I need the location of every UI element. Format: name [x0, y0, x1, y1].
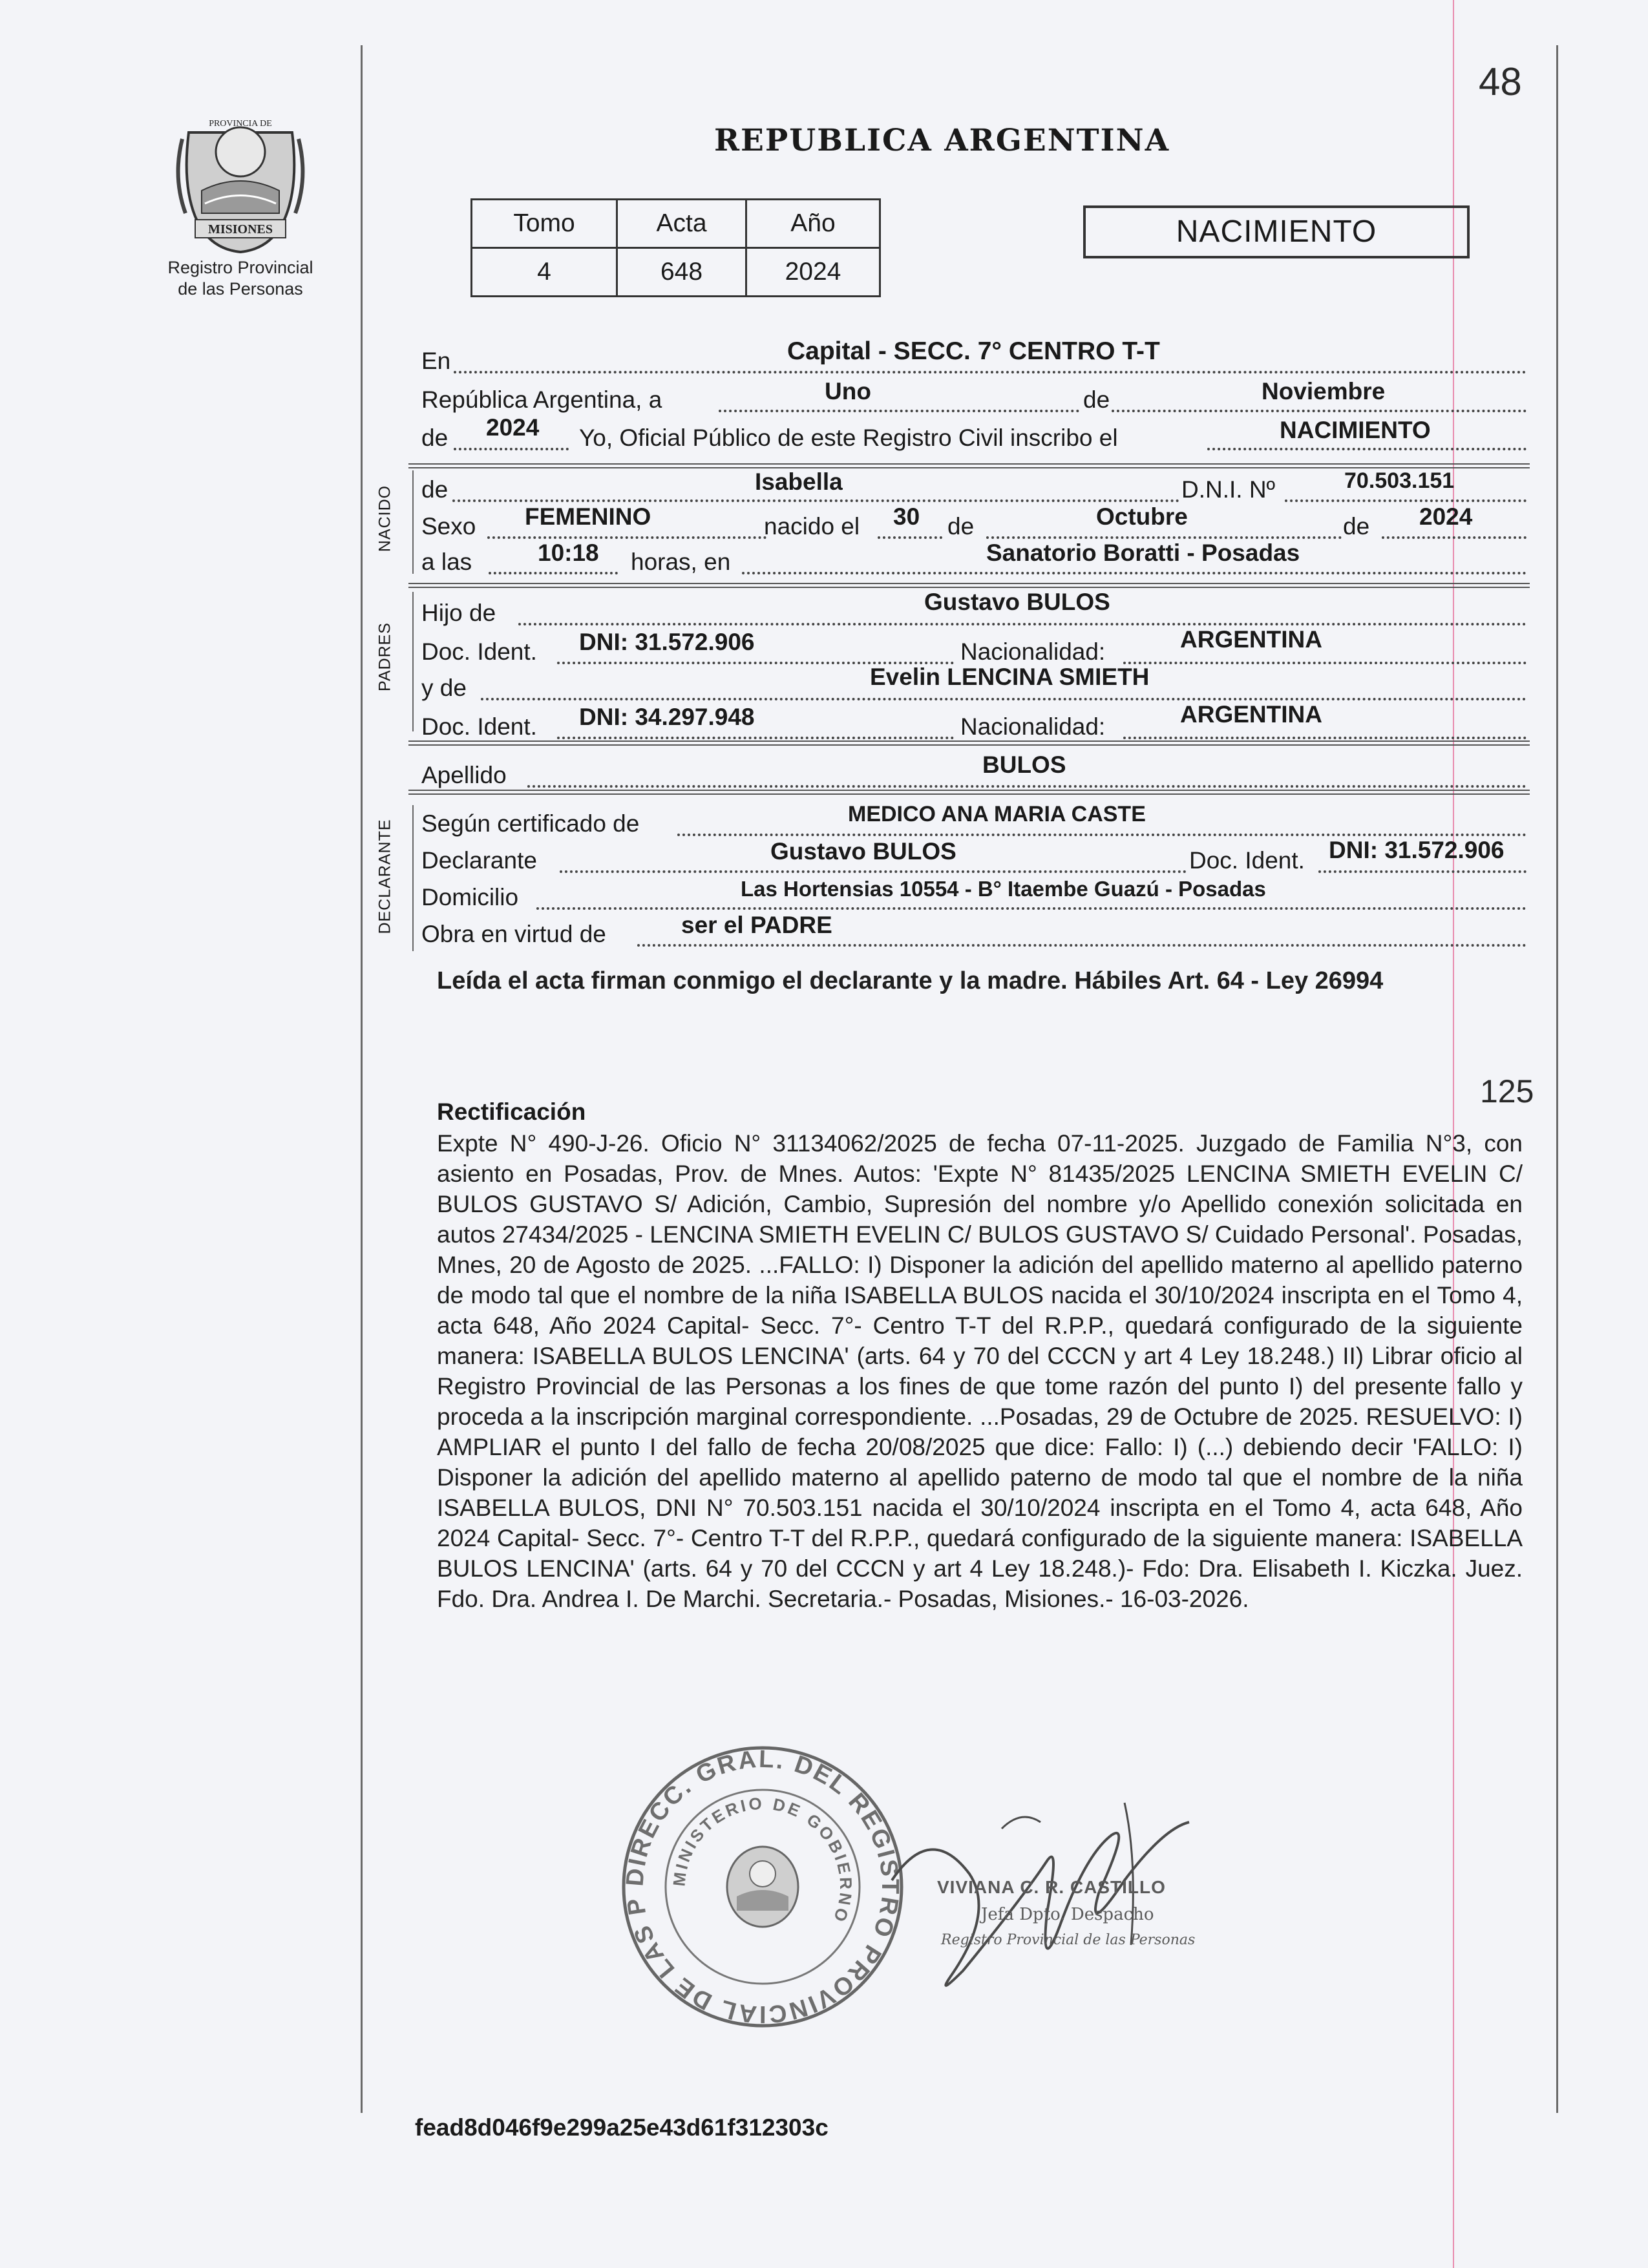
value-lugar: Capital - SECC. 7° CENTRO T-T	[787, 337, 1160, 365]
dotted-line	[1123, 662, 1527, 664]
table-header-acta: Acta	[617, 200, 746, 248]
registry-label-line1: Registro Provincial	[167, 258, 313, 277]
section-bracket	[412, 592, 414, 731]
value-nombre: Isabella	[755, 468, 843, 495]
value-dni: 70.503.151	[1344, 468, 1455, 493]
seal-bottom-text: MISIONES	[207, 222, 273, 236]
dotted-line	[1285, 499, 1527, 502]
label-doc-ident-declarante: Doc. Ident.	[1189, 847, 1305, 874]
misiones-seal-logo	[169, 107, 312, 255]
label-hijo-de: Hijo de	[421, 600, 496, 626]
label-nacido-el: nacido el	[764, 513, 860, 540]
label-de-anio: de	[421, 425, 449, 451]
margin-number: 125	[1480, 1073, 1534, 1109]
section-separator	[408, 583, 1530, 588]
label-segun-certificado: Según certificado de	[421, 810, 640, 837]
table-header-tomo: Tomo	[472, 200, 617, 248]
value-padre-doc: DNI: 31.572.906	[579, 629, 755, 655]
dotted-line	[487, 536, 766, 539]
table-value-acta: 648	[617, 248, 746, 297]
dotted-line	[878, 536, 942, 539]
label-y-de: y de	[421, 675, 467, 701]
act-type-box: NACIMIENTO	[1083, 205, 1470, 258]
registry-label-line2: de las Personas	[178, 279, 303, 299]
page-title: REPUBLICA ARGENTINA	[714, 123, 1170, 158]
signature-role: Jefa Dpto. Despacho	[981, 1905, 1154, 1924]
value-madre-doc: DNI: 34.297.948	[579, 704, 755, 730]
dotted-line	[454, 448, 569, 450]
rectificacion-heading: Rectificación	[437, 1098, 586, 1125]
value-apellido: BULOS	[982, 751, 1066, 778]
dotted-line	[1382, 536, 1527, 539]
value-nacido-dia: 30	[893, 503, 920, 530]
page-number: 48	[1479, 60, 1522, 103]
dotted-line	[742, 572, 1527, 574]
label-doc-ident-padre: Doc. Ident.	[421, 638, 537, 665]
dotted-line	[1207, 448, 1527, 450]
value-lugar-nacimiento: Sanatorio Boratti - Posadas	[986, 540, 1300, 566]
label-en: En	[421, 348, 451, 374]
value-madre: Evelin LENCINA SMIETH	[870, 664, 1150, 690]
value-certificado: MEDICO ANA MARIA CASTE	[848, 802, 1146, 826]
label-oficial-text: Yo, Oficial Público de este Registro Civil inscribo el	[579, 425, 1118, 451]
side-label-padres: PADRES	[375, 622, 394, 691]
table-value-ano: 2024	[746, 248, 880, 297]
value-hora: 10:18	[538, 540, 599, 566]
stamp-inner-text: MINISTERIO DE GOBIERNO	[669, 1793, 856, 1927]
value-obra-en-virtud: ser el PADRE	[681, 912, 832, 938]
table-header-ano: Año	[746, 200, 880, 248]
value-madre-nac: ARGENTINA	[1180, 701, 1322, 728]
label-nacionalidad-madre: Nacionalidad:	[960, 713, 1106, 740]
value-nacido-mes: Octubre	[1096, 503, 1188, 530]
value-padre: Gustavo BULOS	[924, 589, 1110, 615]
label-sexo: Sexo	[421, 513, 476, 540]
right-margin-line	[1556, 45, 1558, 2113]
value-tipo: NACIMIENTO	[1280, 417, 1431, 443]
section-bracket	[412, 805, 414, 951]
stamp-ring-text: DIRECC. GRAL. DEL REGISTRO PROVINCIAL DE LAS P	[621, 1745, 904, 2028]
label-domicilio: Domicilio	[421, 884, 519, 910]
dotted-line	[454, 371, 1527, 373]
signature-org: Registro Provincial de las Personas	[941, 1932, 1196, 1948]
dotted-line	[557, 737, 954, 739]
label-de-mes: de	[1083, 386, 1110, 413]
label-a-las: a las	[421, 549, 472, 575]
dotted-line	[719, 410, 1079, 412]
acta-table	[470, 198, 881, 297]
value-nacido-anio: 2024	[1419, 503, 1473, 530]
label-republica-a: República Argentina, a	[421, 386, 662, 413]
value-anio: 2024	[486, 414, 540, 441]
label-doc-ident-madre: Doc. Ident.	[421, 713, 537, 740]
seal-top-text: PROVINCIA DE	[209, 119, 272, 129]
dotted-line	[452, 499, 1179, 502]
rectificacion-text: Expte N° 490-J-26. Oficio N° 31134062/2025 de fecha 07-11-2025. Juzgado de Familia N°3, con asiento en Posadas, Prov. de Mnes. Autos: 'Expte N° 81435/2025 LENCINA SMIETH EVELIN C/ BULOS GUSTAVO S/ Adición, Cambio, Supresión del nombre y/o Apellido conexión solicitada en autos 27434/2025 - LENCINA SMIETH EVELIN C/ BULOS GUSTAVO S/ Cuidado Personal'. Posadas, Mnes, 20 de Agosto de 2025. ...FALLO: I) Disponer la adición del apellido materno al apellido paterno de modo tal que el nombre de la niña ISABELLA BULOS nacida el 30/10/2024 inscripta en el Tomo 4, acta 648, Año 2024 Capital- Secc. 7°- Centro T-T del R.P.P., quedará configurado de la siguiente manera: ISABELLA BULOS LENCINA' (arts. 64 y 70 del CCCN y art 4 Ley 18.248.) II) Librar oficio al Registro Provincial de las Personas a los fines de que tome razón del punto I) del presente fallo y proceda a la inscripción marginal correspondiente. ...Posadas, 29 de Octubre de 2025. RESUELVO: I) AMPLIAR el punto I del fallo de fecha 20/08/2025 que dice: Fallo: I) (...) debiendo decir 'FALLO: I) Disponer la adición del apellido materno al apellido paterno de modo tal que el nombre de la niña ISABELLA BULOS, DNI N° 70.503.151 nacida el 30/10/2024 inscripta en el Tomo 4, acta 648, Año 2024 Capital- Secc. 7°- Centro T-T del R.P.P., quedará configurado de la siguiente manera: ISABELLA BULOS LENCINA' (arts. 64 y 70 del CCCN y art 4 Ley 18.248.)- Fdo: Dra. Elisabeth I. Kiczka. Juez. Fdo. Dra. Andrea I. De Marchi. Secretaria.- Posadas, Misiones.- 16-03-2026.	[437, 1130, 1523, 1612]
dotted-line	[637, 944, 1527, 947]
label-de-nombre: de	[421, 476, 449, 503]
side-label-declarante: DECLARANTE	[375, 819, 394, 934]
value-padre-nac: ARGENTINA	[1180, 626, 1322, 653]
label-declarante: Declarante	[421, 847, 537, 874]
dotted-line	[560, 870, 1187, 873]
label-obra-en-virtud: Obra en virtud de	[421, 921, 606, 947]
table-value-tomo: 4	[472, 248, 617, 297]
value-declarante-doc: DNI: 31.572.906	[1329, 837, 1505, 863]
value-sexo: FEMENINO	[525, 503, 651, 530]
registry-label	[143, 257, 337, 300]
dotted-line	[518, 623, 1527, 625]
label-de-nacido-anio: de	[1343, 513, 1370, 540]
document-hash: fead8d046f9e299a25e43d61f312303c	[415, 2114, 829, 2141]
label-apellido: Apellido	[421, 762, 507, 788]
left-margin-line	[361, 45, 363, 2113]
section-separator	[408, 790, 1530, 795]
dotted-line	[1318, 870, 1527, 873]
value-declarante: Gustavo BULOS	[770, 838, 956, 865]
dotted-line	[1112, 410, 1527, 412]
dotted-line	[527, 785, 1527, 788]
dotted-line	[481, 698, 1527, 700]
label-nacionalidad-padre: Nacionalidad:	[960, 638, 1106, 665]
side-label-nacido: NACIDO	[375, 485, 394, 552]
label-de-nacido-mes: de	[947, 513, 975, 540]
section-bracket	[412, 470, 414, 574]
value-mes: Noviembre	[1262, 378, 1386, 404]
label-dni: D.N.I. Nº	[1181, 476, 1276, 503]
dotted-line	[536, 907, 1527, 910]
signature-name: VIVIANA C. R. CASTILLO	[937, 1877, 1166, 1897]
label-horas-en: horas, en	[631, 549, 731, 575]
value-dia: Uno	[825, 378, 871, 404]
value-domicilio: Las Hortensias 10554 - B° Itaembe Guazú - Posadas	[741, 877, 1266, 901]
leida-text: Leída el acta firman conmigo el declarante y la madre. Hábiles Art. 64 - Ley 26994	[437, 967, 1384, 994]
dotted-line	[1123, 737, 1527, 739]
section-separator	[408, 740, 1530, 746]
dotted-line	[489, 572, 618, 574]
